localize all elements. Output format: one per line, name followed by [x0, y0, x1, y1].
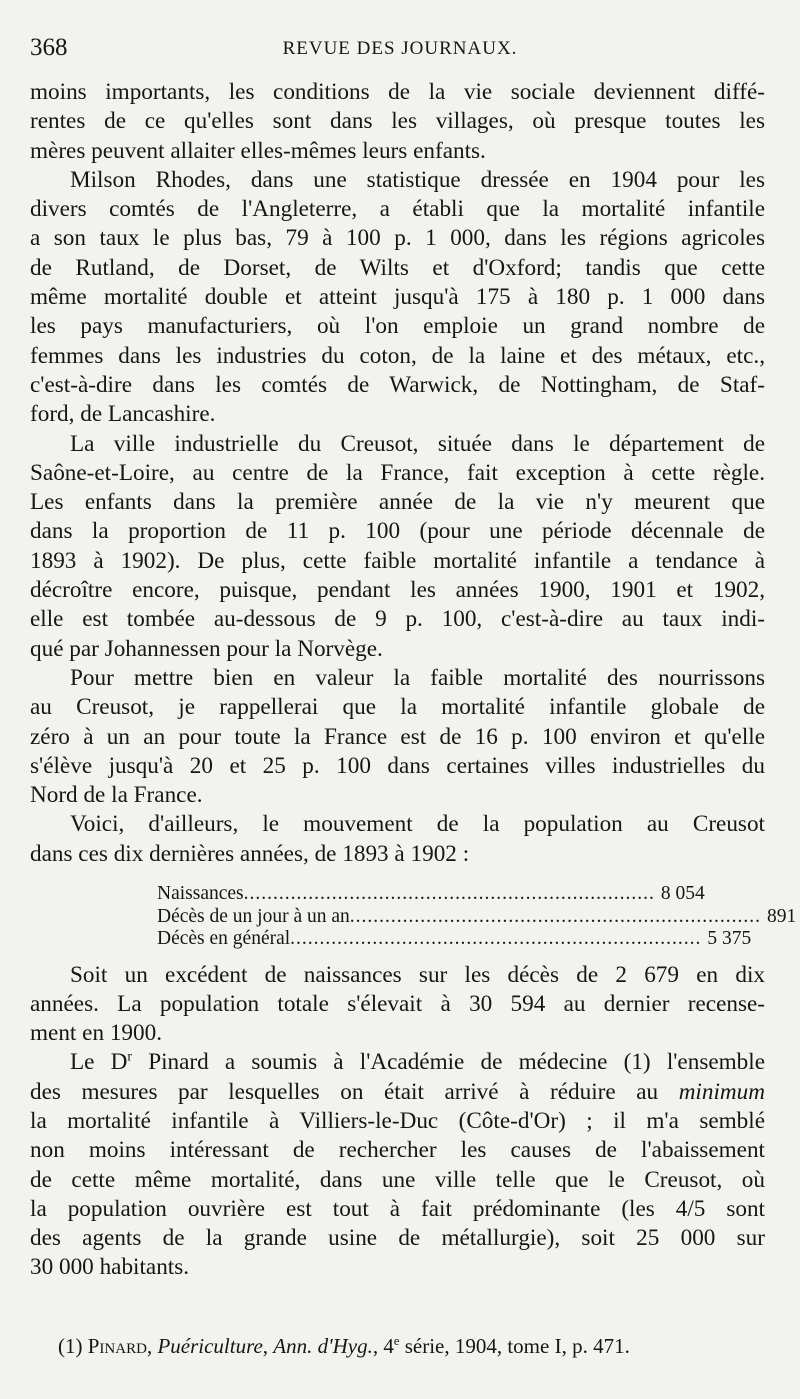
text-line: décroître encore, puisque, pendant les années 1900, 1901 et 1902,: [30, 577, 765, 604]
footnote-sep: ,: [262, 1334, 274, 1358]
text-line: mères peuvent allaiter elles-mêmes leurs enfants.: [30, 137, 486, 164]
footnote-rest: série, 1904, tome I, p. 471.: [399, 1334, 630, 1358]
text-line: a son taux le plus bas, 79 à 100 p. 1 000, dans les régions agricoles: [30, 225, 765, 252]
text-line: non moins intéressant de rechercher les causes de l'abaissement: [30, 1137, 765, 1164]
text-line: 30 000 habitants.: [30, 1254, 190, 1281]
paragraph: [30, 78, 765, 166]
leader-dots: ......................................................................: [243, 883, 655, 905]
footnote: [58, 1334, 758, 1359]
table-row: [157, 905, 797, 929]
paragraph: [30, 166, 765, 430]
text-run: Le D: [70, 1049, 128, 1076]
text-line: Voici, d'ailleurs, le mouvement de la population au Creusot: [70, 811, 765, 838]
text-line: au Creusot, je rappellerai que la mortalité infantile globale de: [30, 694, 765, 721]
footnote-mark: (1): [58, 1334, 88, 1358]
row-label: Naissances: [157, 883, 244, 905]
text-line: ment en 1900.: [30, 1020, 163, 1047]
text-line: Saône-et-Loire, au centre de la France, fait exception à cette règle.: [30, 459, 765, 486]
text-line: Nord de la France.: [30, 782, 203, 809]
emphasis: minimum: [678, 1078, 765, 1105]
footnote-series: , 4: [372, 1334, 394, 1358]
footnote-sep: ,: [146, 1334, 158, 1358]
paragraph: [30, 810, 765, 869]
text-line: [30, 1078, 765, 1107]
text-line: divers comtés de l'Angleterre, a établi que la mortalité infantile: [30, 196, 765, 223]
text-line: elle est tombée au-dessous de 9 p. 100, c'est-à-dire au taux indi-: [30, 606, 765, 633]
footnote-journal: Ann. d'Hyg.: [273, 1334, 373, 1358]
text-line: s'élève jusqu'à 20 et 25 p. 100 dans certaines villes industrielles du: [30, 752, 765, 779]
text-line: de Rutland, de Dorset, de Wilts et d'Oxford; tandis que cette: [30, 254, 765, 281]
paragraph: [30, 664, 765, 810]
text-line: les pays manufacturiers, où l'on emploie un grand nombre de: [30, 313, 765, 340]
text-line: la mortalité infantile à Villiers-le-Duc (Côte-d'Or) ; il m'a semblé: [30, 1108, 765, 1134]
paragraph: [30, 1048, 765, 1282]
row-value: 8 054: [660, 883, 705, 905]
population-table: [157, 883, 797, 951]
text-line: années. La population totale s'élevait à 30 594 au dernier recense-: [30, 990, 765, 1017]
text-line: Pour mettre bien en valeur la faible mortalité des nourrissons: [70, 664, 765, 691]
footnote-author: Pinard: [87, 1334, 147, 1358]
text-line: la population ouvrière est tout à fait prédominante (les 4/5 sont: [30, 1195, 765, 1222]
text-line: même mortalité double et atteint jusqu'à 175 à 180 p. 1 000 dans: [30, 284, 765, 311]
text-run: des mesures par lesquelles on était arrivé à réduire au: [30, 1078, 679, 1105]
table-row: [157, 928, 752, 951]
text-line: Les enfants dans la première année de la vie n'y meurent que: [30, 489, 765, 516]
paragraph: [30, 961, 765, 1049]
text-line: Soit un excédent de naissances sur les décès de 2 679 en dix: [70, 961, 765, 988]
row-value: 5 375: [707, 928, 752, 950]
leader-dots: ......................................................................: [349, 905, 762, 927]
leader-dots: ......................................................................: [290, 928, 702, 950]
page-number: 368: [30, 34, 68, 61]
footnote-work: Puériculture: [157, 1334, 263, 1358]
row-label: Décès de un jour à un an: [157, 905, 350, 927]
text-line: 1893 à 1902). De plus, cette faible mortalité infantile a tendance à: [30, 547, 765, 574]
text-line: rentes de ce qu'elles sont dans les villages, où presque toutes les: [30, 108, 765, 135]
text-line: moins importants, les conditions de la vie sociale deviennent diffé-: [30, 79, 765, 105]
superscript: e: [393, 1334, 400, 1348]
text-line: de cette même mortalité, dans une ville telle que le Creusot, où: [30, 1166, 765, 1193]
text-line: des agents de la grande usine de métallurgie), soit 25 000 sur: [30, 1225, 765, 1252]
text-line: zéro à un an pour toute la France est de 16 p. 100 environ et qu'elle: [30, 723, 765, 750]
text-line: Milson Rhodes, dans une statistique dressée en 1904 pour les: [70, 166, 765, 193]
text-run: Pinard a soumis à l'Académie de médecine (1) l'ensemble: [132, 1049, 765, 1076]
text-line: [30, 1048, 765, 1077]
row-label: Décès en général: [157, 928, 291, 950]
body-text: [30, 78, 797, 1283]
text-line: ford, de Lancashire.: [30, 401, 216, 428]
text-line: c'est-à-dire dans les comtés de Warwick, de Nottingham, de Staf-: [30, 371, 765, 398]
text-line: La ville industrielle du Creusot, située dans le département de: [70, 430, 765, 457]
running-title: REVUE DES JOURNAUX.: [282, 38, 518, 59]
row-value: 891: [767, 905, 797, 927]
text-line: dans ces dix dernières années, de 1893 à 1902 :: [30, 840, 470, 867]
text-line: femmes dans les industries du coton, de la laine et des métaux, etc.,: [30, 342, 765, 369]
text-line: dans la proportion de 11 p. 100 (pour une période décennale de: [30, 518, 765, 545]
paragraph: [30, 430, 765, 664]
page-header: [30, 34, 770, 68]
superscript: r: [127, 1049, 133, 1065]
table-row: [157, 883, 705, 906]
text-line: qué par Johannessen pour la Norvège.: [30, 635, 383, 662]
